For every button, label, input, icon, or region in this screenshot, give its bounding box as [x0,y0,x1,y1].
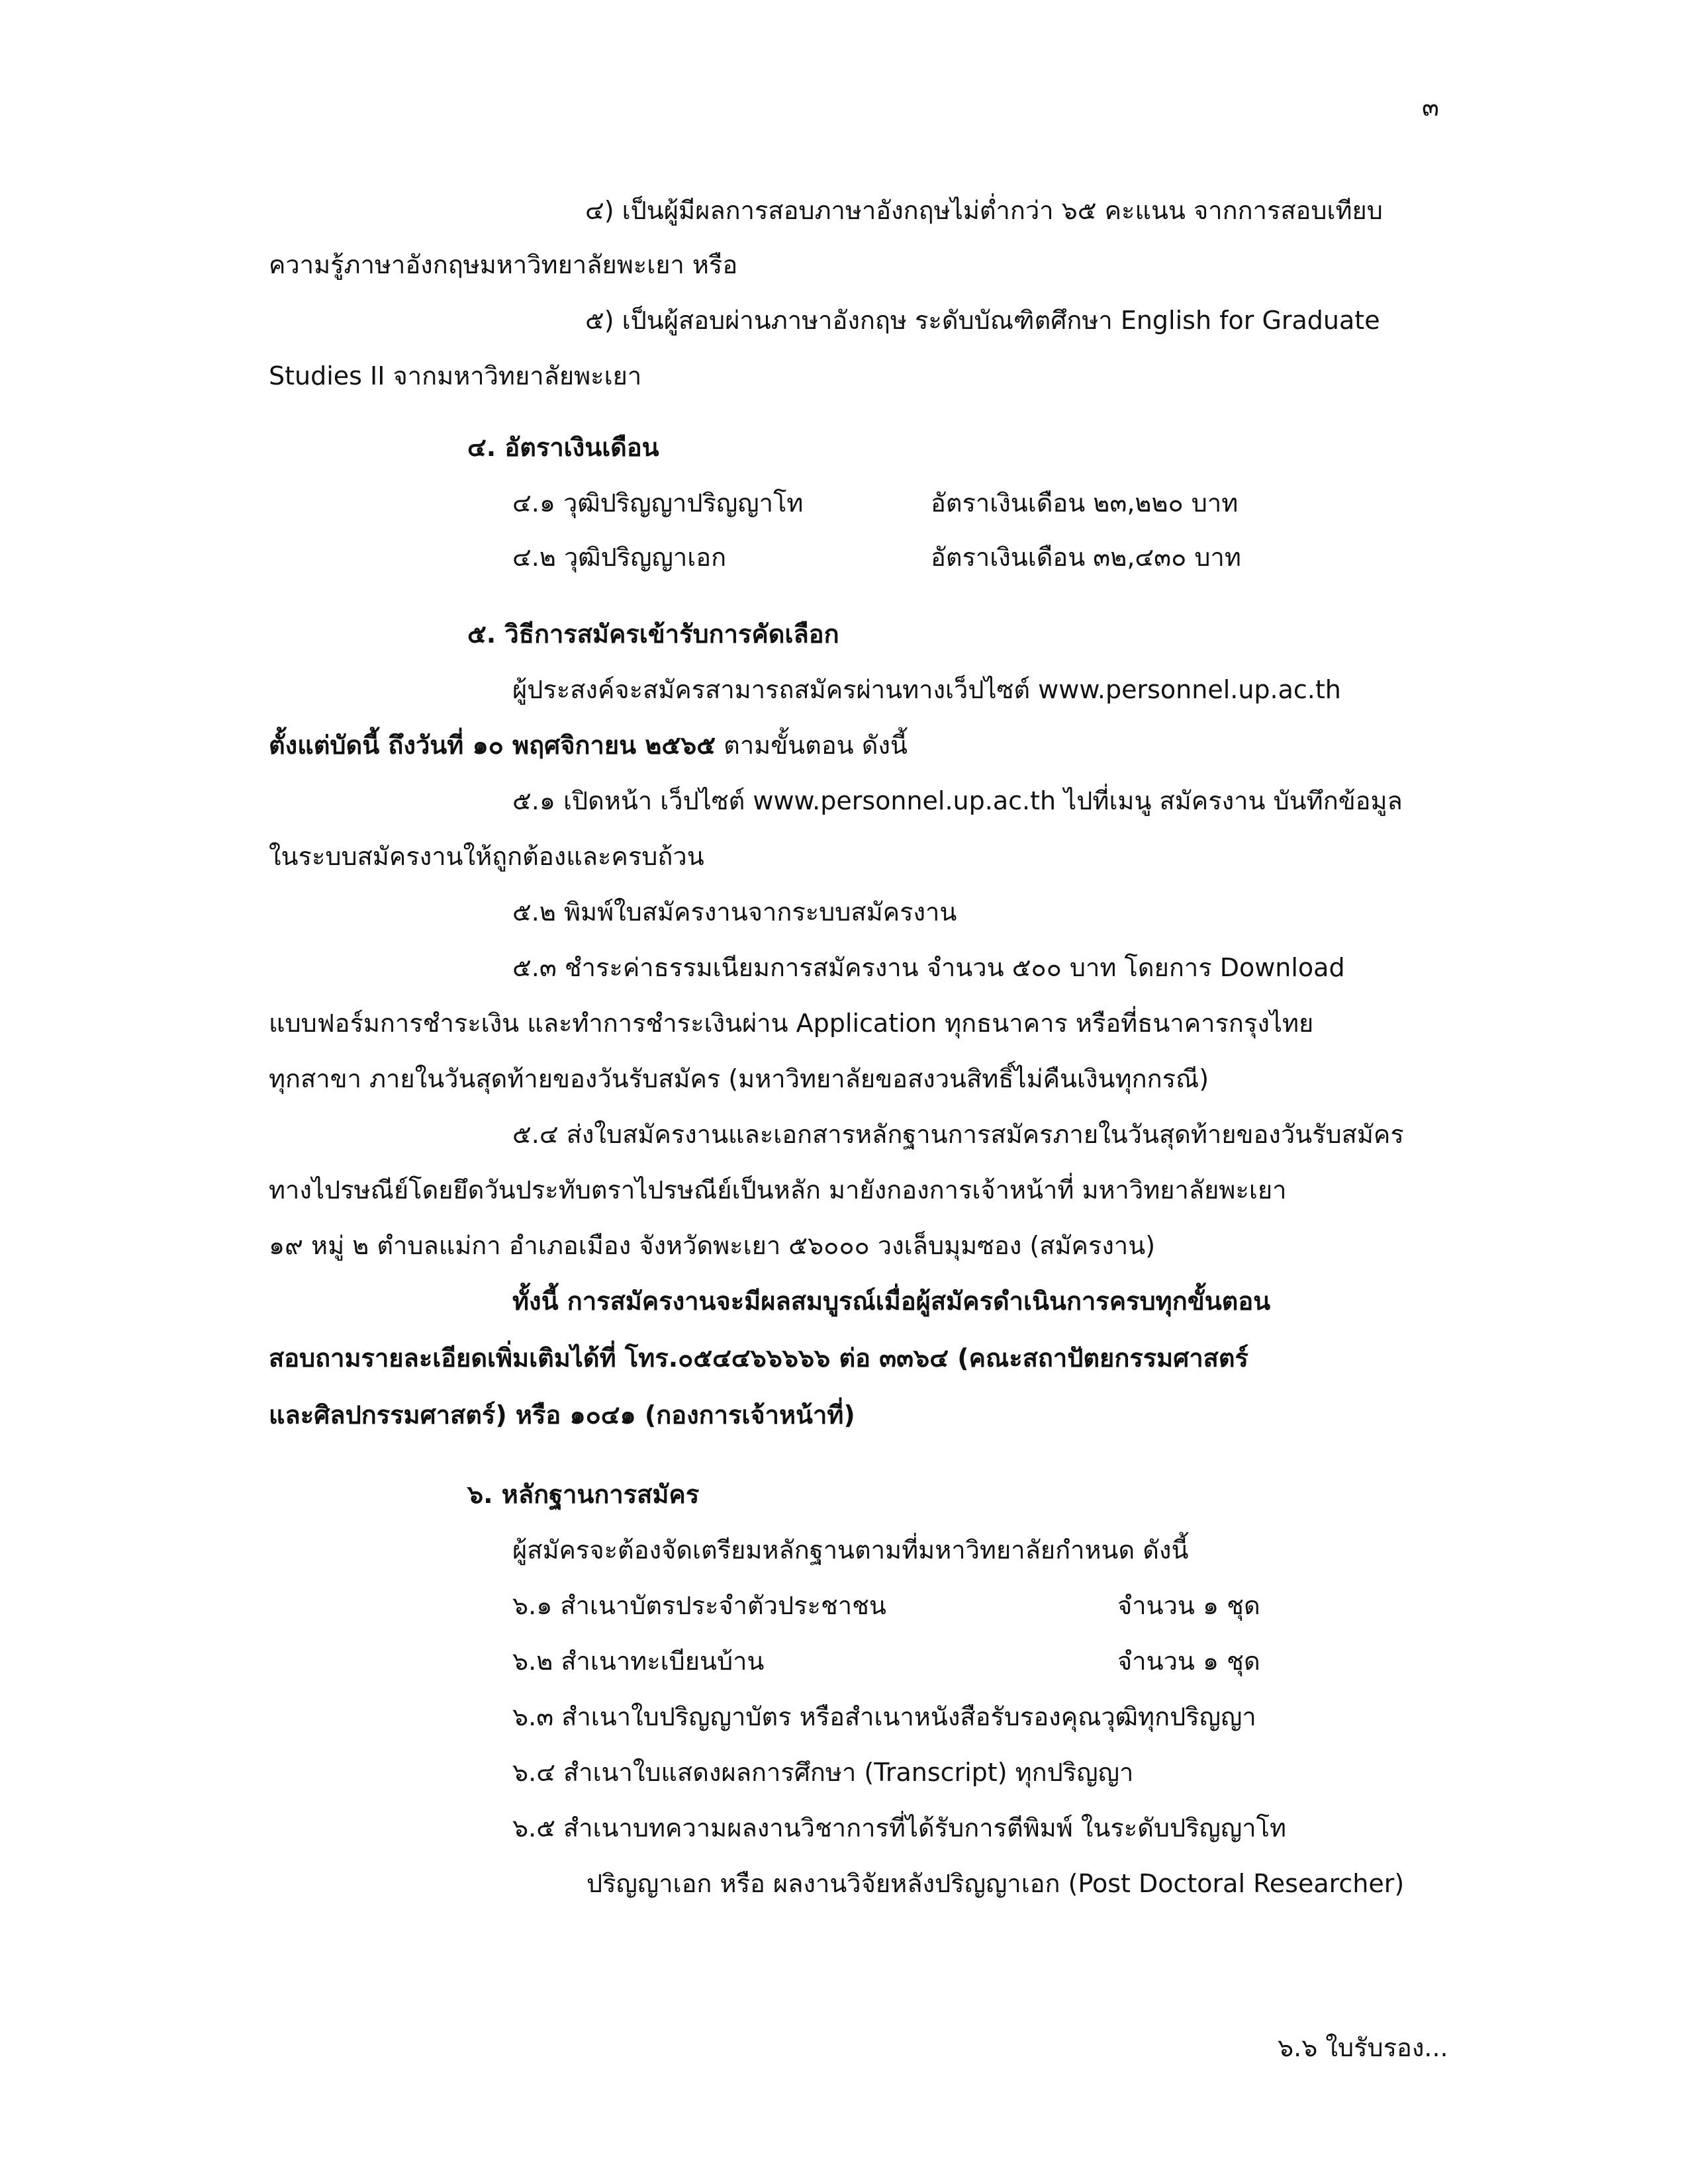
step-5-1-line-2: ในระบบสมัครงานให้ถูกต้องและครบถ้วน [269,842,704,871]
note-line-1: ทั้งนี้ การสมัครงานจะมีผลสมบูรณ์เมื่อผู้สมัครดำเนินการครบทุกขั้นตอน [512,1287,1271,1316]
note-line-3: และศิลปกรรมศาสตร์) หรือ ๑๐๔๑ (กองการเจ้าหน้าที่) [269,1400,855,1430]
step-5-4-line-2: ทางไปรษณีย์โดยยึดวันประทับตราไปรษณีย์เป็นหลัก มายังกองการเจ้าหน้าที่ มหาวิทยาลัยพะเยา [269,1175,1287,1205]
section-5-heading: ๕. วิธีการสมัครเข้ารับการคัดเลือก [467,619,839,649]
item-4-line-2: ความรู้ภาษาอังกฤษมหาวิทยาลัยพะเยา หรือ [269,250,738,279]
step-5-4-line-3: ๑๙ หมู่ ๒ ตำบลแม่กา อำเภอเมือง จังหวัดพะเยา ๕๖๐๐๐ วงเล็บมุมซอง (สมัครงาน) [269,1231,1156,1260]
application-deadline: ตั้งแต่บัดนี้ ถึงวันที่ ๑๐ พฤศจิกายน ๒๕๖๕ [269,731,716,760]
step-5-3-line-3: ทุกสาขา ภายในวันสุดท้ายของวันรับสมัคร (มหาวิทยาลัยขอสงวนสิทธิ์ไม่คืนเงินทุกกรณี) [269,1064,1209,1093]
salary-row-1-value: อัตราเงินเดือน ๒๓,๒๒๐ บาท [931,488,1239,518]
section-5-intro-line-2 [269,731,908,761]
step-5-1-line-1: ๕.๑ เปิดหน้า เว็ปไซต์ www.personnel.up.ac.th ไปที่เมนู สมัครงาน บันทึกข้อมูล [512,786,1403,815]
section-6-heading: ๖. หลักฐานการสมัคร [467,1480,700,1509]
section-4-heading: ๔. อัตราเงินเดือน [467,433,659,462]
doc-6-3: ๖.๓ สำเนาใบปริญญาบัตร หรือสำเนาหนังสือรับรองคุณวุฒิทุกปริญญา [512,1702,1256,1731]
step-5-3-line-1: ๕.๓ ชำระค่าธรรมเนียมการสมัครงาน จำนวน ๕๐๐ บาท โดยการ Download [512,953,1345,982]
salary-row-2-label: ๔.๒ วุฒิปริญญาเอก [512,543,727,572]
doc-6-5-line-1: ๖.๕ สำเนาบทความผลงานวิชาการที่ได้รับการตีพิมพ์ ในระดับปริญญาโท [512,1813,1287,1843]
salary-row-1-label: ๔.๑ วุฒิปริญญาปริญญาโท [512,488,804,518]
doc-6-1-label: ๖.๑ สำเนาบัตรประจำตัวประชาชน [512,1591,886,1620]
section-6-intro: ผู้สมัครจะต้องจัดเตรียมหลักฐานตามที่มหาวิทยาลัยกำหนด ดังนี้ [512,1535,1189,1565]
step-5-4-line-1: ๕.๔ ส่งใบสมัครงานและเอกสารหลักฐานการสมัครภายในวันสุดท้ายของวันรับสมัคร [512,1120,1404,1149]
item-5-line-2: Studies II จากมหาวิทยาลัยพะเยา [269,361,642,390]
step-5-2: ๕.๒ พิมพ์ใบสมัครงานจากระบบสมัครงาน [512,897,957,927]
note-line-2: สอบถามรายละเอียดเพิ่มเติมได้ที่ โทร.๐๕๔๔๖๖๖๖๖ ต่อ ๓๓๖๔ (คณะสถาปัตยกรรมศาสตร์ [269,1343,1248,1373]
doc-6-2-qty: จำนวน ๑ ชุด [1117,1647,1260,1676]
doc-6-1-qty: จำนวน ๑ ชุด [1117,1591,1260,1620]
steps-intro: ตามขั้นตอน ดังนี้ [716,731,908,760]
doc-6-4: ๖.๔ สำเนาใบแสดงผลการศึกษา (Transcript) ทุกปริญญา [512,1758,1134,1787]
step-5-3-line-2: แบบฟอร์มการชำระเงิน และทำการชำระเงินผ่าน Application ทุกธนาคาร หรือที่ธนาคารกรุงไทย [269,1009,1314,1038]
page-number: ๓ [1422,93,1439,122]
doc-6-5-line-2: ปริญญาเอก หรือ ผลงานวิจัยหลังปริญญาเอก (Post Doctoral Researcher) [586,1869,1405,1898]
section-5-intro-line-1: ผู้ประสงค์จะสมัครสามารถสมัครผ่านทางเว็ปไซต์ www.personnel.up.ac.th [512,675,1341,704]
item-4-line-1: ๔) เป็นผู้มีผลการสอบภาษาอังกฤษไม่ต่ำกว่า ๖๕ คะแนน จากการสอบเทียบ [585,196,1383,225]
salary-row-2-value: อัตราเงินเดือน ๓๒,๔๓๐ บาท [931,543,1241,572]
continuation-note: ๖.๖ ใบรับรอง... [1278,2033,1448,2062]
item-5-line-1: ๕) เป็นผู้สอบผ่านภาษาอังกฤษ ระดับบัณฑิตศึกษา English for Graduate [585,306,1380,335]
doc-6-2-label: ๖.๒ สำเนาทะเบียนบ้าน [512,1647,765,1676]
